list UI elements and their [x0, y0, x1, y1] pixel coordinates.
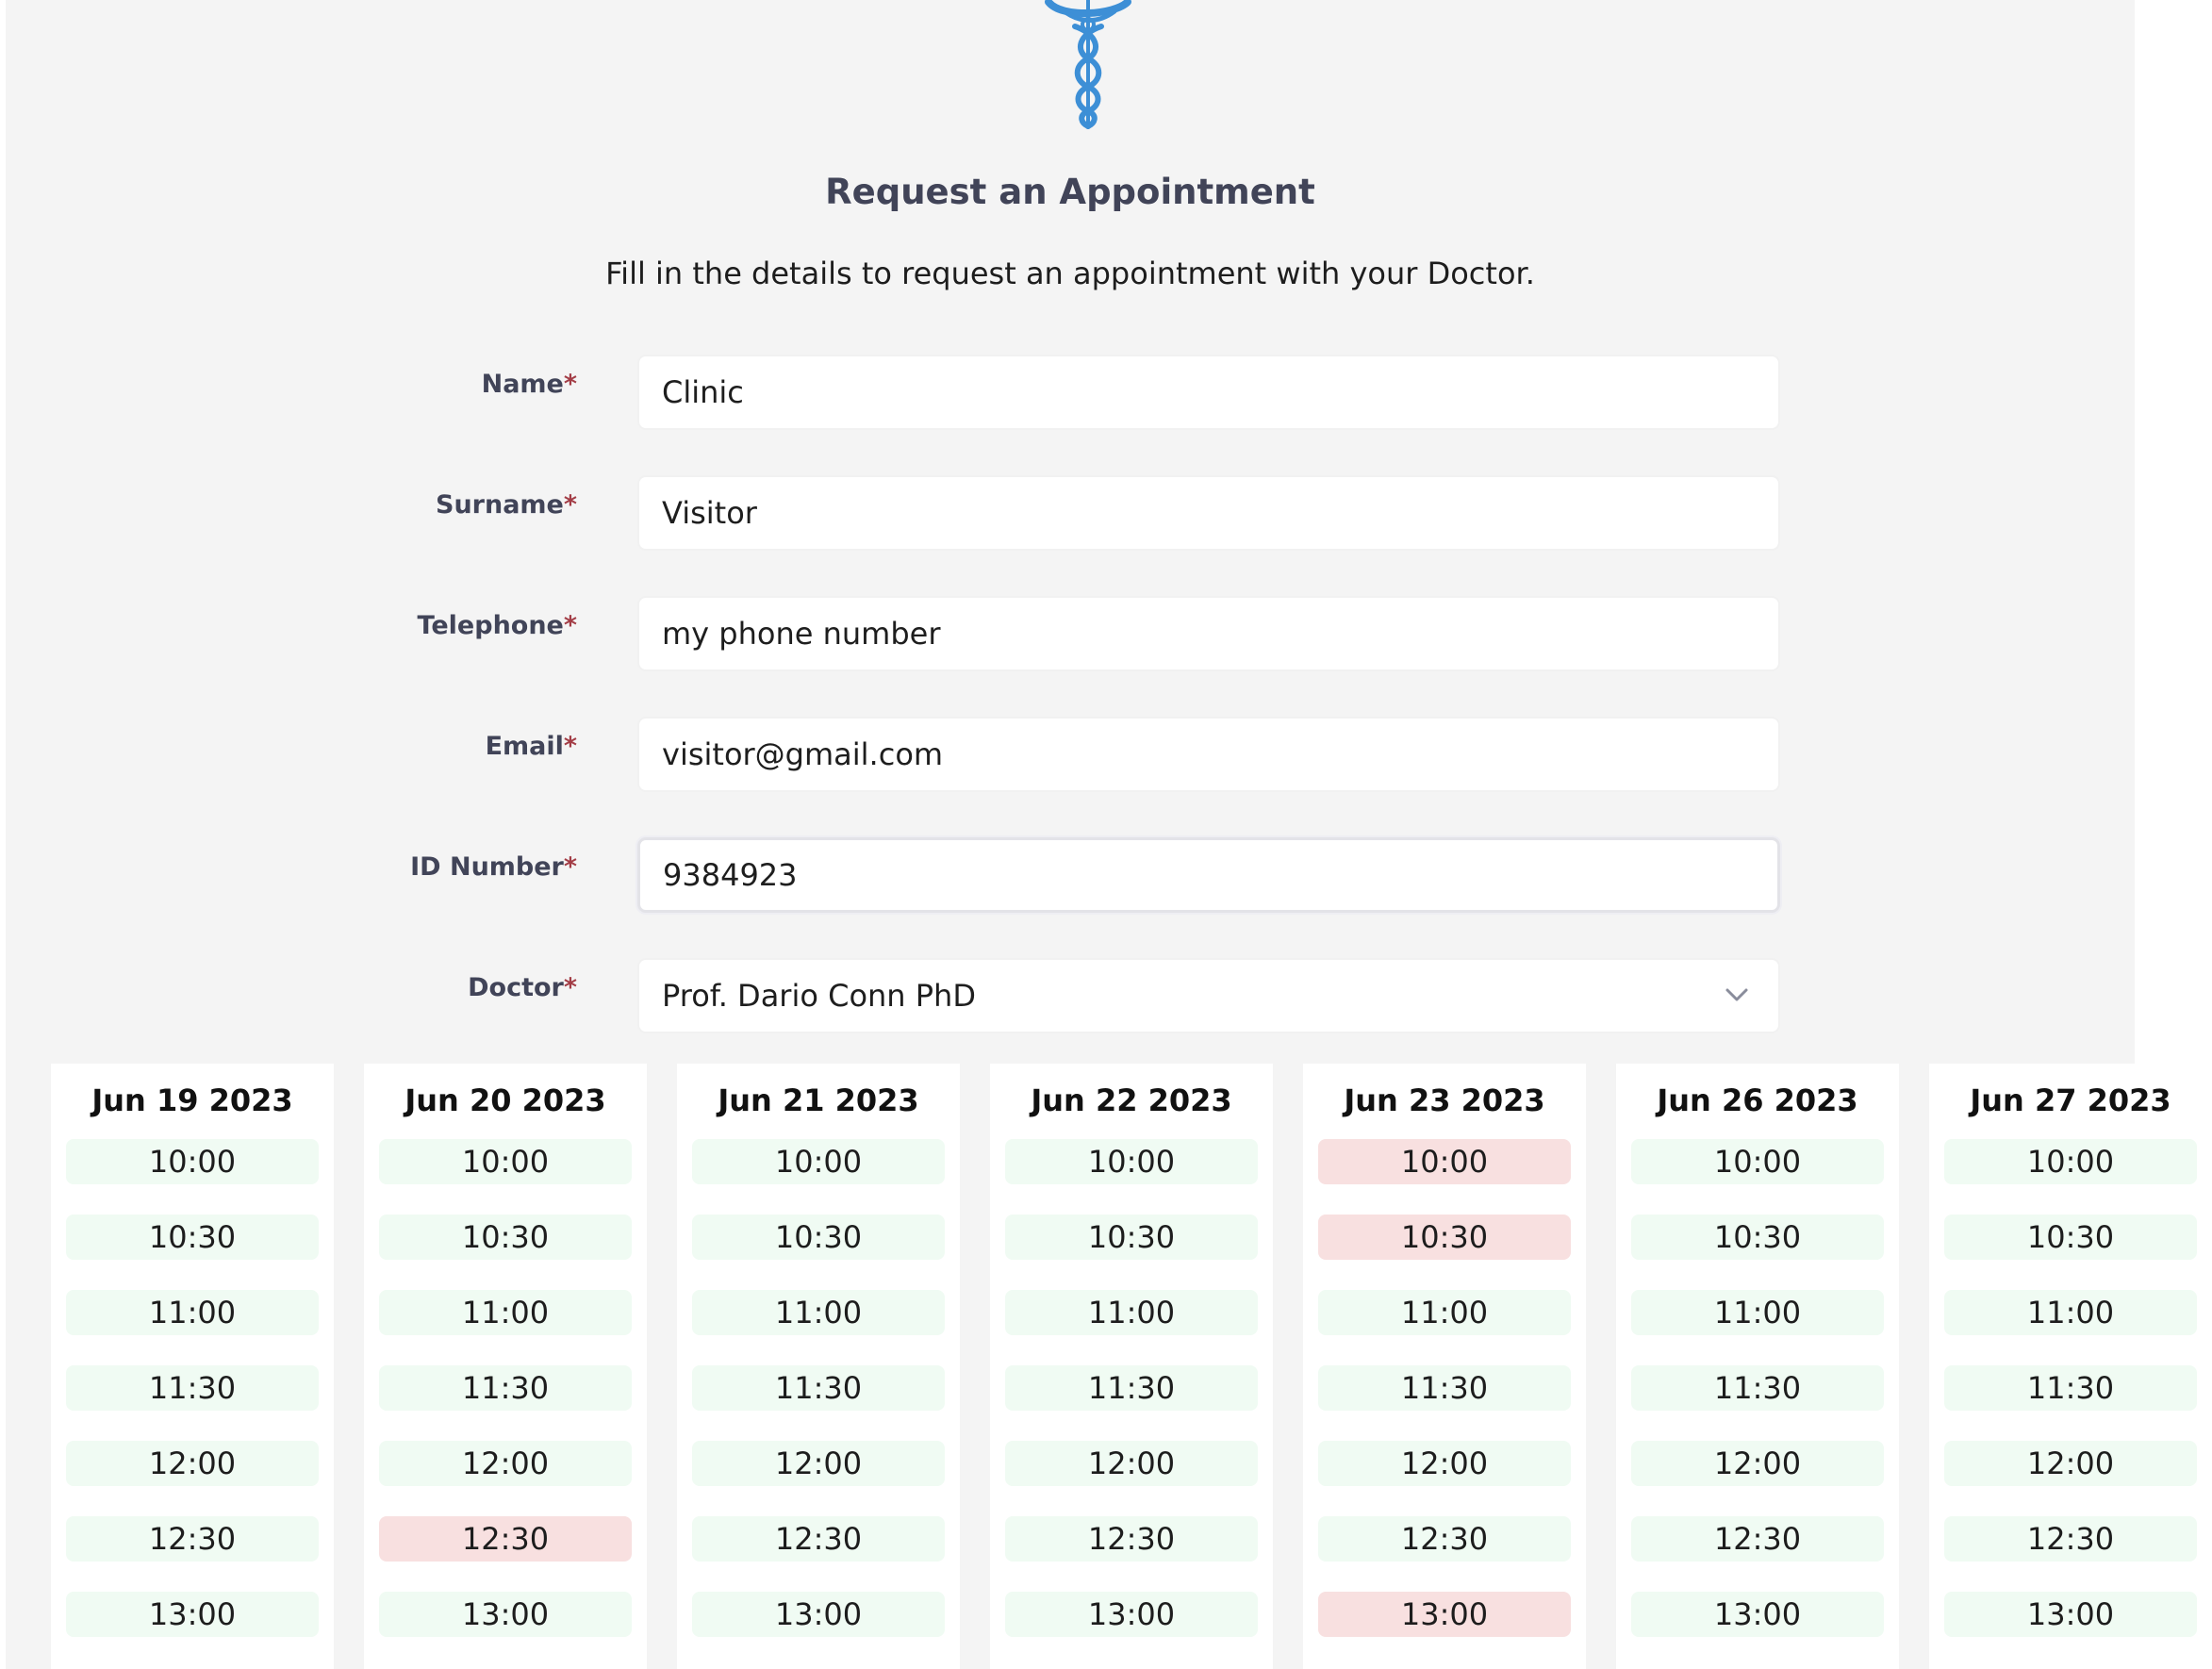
required-mark: * — [563, 973, 577, 1002]
doctor-row — [6, 958, 2135, 1033]
surname-row — [6, 475, 2135, 551]
chevron-down-icon — [1725, 988, 1748, 1001]
time-slot-available[interactable]: 13:00 — [1005, 1592, 1258, 1637]
email-input[interactable] — [637, 717, 1780, 792]
page-title: Request an Appointment — [825, 172, 1315, 212]
time-slot-available[interactable]: 11:30 — [1631, 1365, 1884, 1411]
time-slot-available[interactable]: 10:00 — [66, 1139, 319, 1184]
appointment-page — [6, 0, 2171, 1669]
time-slot-available[interactable]: 10:00 — [1944, 1139, 2197, 1184]
time-slot-available[interactable]: 12:30 — [692, 1516, 945, 1562]
page-subtitle: Fill in the details to request an appointment with your Doctor. — [605, 256, 1535, 291]
time-slot-available[interactable]: 13:00 — [1944, 1592, 2197, 1637]
email-row — [6, 717, 2135, 792]
surname-label: Surname* — [436, 490, 577, 520]
calendar-day-title: Jun 22 2023 — [1031, 1082, 1232, 1118]
time-slot-available[interactable]: 10:30 — [1631, 1215, 1884, 1260]
calendar-day-title: Jun 20 2023 — [404, 1082, 606, 1118]
time-slot-available[interactable]: 11:30 — [1005, 1365, 1258, 1411]
required-mark: * — [563, 611, 577, 640]
time-slot-available[interactable]: 11:30 — [1944, 1365, 2197, 1411]
required-mark: * — [563, 490, 577, 520]
calendar-day-column — [990, 1064, 1273, 1669]
time-slot-available[interactable]: 10:00 — [1005, 1139, 1258, 1184]
doctor-label: Doctor* — [468, 973, 577, 1002]
calendar-day-column — [51, 1064, 334, 1669]
time-slot-available[interactable]: 13:00 — [66, 1592, 319, 1637]
telephone-label: Telephone* — [417, 611, 577, 640]
required-mark: * — [563, 852, 577, 882]
time-slot-available[interactable]: 11:00 — [1944, 1290, 2197, 1335]
email-label: Email* — [485, 732, 577, 761]
telephone-row — [6, 596, 2135, 671]
time-slot-available[interactable]: 10:30 — [1005, 1215, 1258, 1260]
time-slot-available[interactable]: 11:00 — [1005, 1290, 1258, 1335]
time-slot-available[interactable]: 13:00 — [692, 1592, 945, 1637]
time-slot-available[interactable]: 10:00 — [1631, 1139, 1884, 1184]
time-slot-available[interactable]: 11:00 — [1631, 1290, 1884, 1335]
time-slot-available[interactable]: 12:00 — [1944, 1441, 2197, 1486]
time-slot-available[interactable]: 12:00 — [379, 1441, 632, 1486]
calendar-day-title: Jun 26 2023 — [1657, 1082, 1858, 1118]
time-slot-available[interactable]: 13:00 — [1631, 1592, 1884, 1637]
time-slot-available[interactable]: 12:30 — [1318, 1516, 1571, 1562]
calendar-day-column — [1929, 1064, 2212, 1669]
time-slot-available[interactable]: 12:00 — [1631, 1441, 1884, 1486]
time-slot-available[interactable]: 11:30 — [379, 1365, 632, 1411]
name-input[interactable] — [637, 355, 1780, 430]
time-slot-available[interactable]: 10:00 — [379, 1139, 632, 1184]
required-mark: * — [563, 732, 577, 761]
caduceus-icon — [1043, 0, 1133, 132]
time-slot-available[interactable]: 10:00 — [692, 1139, 945, 1184]
time-slot-booked[interactable]: 13:00 — [1318, 1592, 1571, 1637]
calendar-day-column — [677, 1064, 960, 1669]
time-slot-available[interactable]: 12:00 — [66, 1441, 319, 1486]
id-number-label: ID Number* — [410, 852, 577, 882]
time-slot-available[interactable]: 10:30 — [379, 1215, 632, 1260]
doctor-selected-value: Prof. Dario Conn PhD — [662, 978, 976, 1014]
time-slot-booked[interactable]: 12:30 — [379, 1516, 632, 1562]
calendar-day-title: Jun 19 2023 — [91, 1082, 293, 1118]
calendar-day-column — [1616, 1064, 1899, 1669]
id-number-input[interactable] — [637, 837, 1780, 913]
time-slot-available[interactable]: 11:00 — [66, 1290, 319, 1335]
doctor-select[interactable] — [637, 958, 1780, 1033]
time-slot-available[interactable]: 10:30 — [66, 1215, 319, 1260]
time-slot-available[interactable]: 12:00 — [1318, 1441, 1571, 1486]
time-slot-available[interactable]: 12:30 — [1005, 1516, 1258, 1562]
time-slot-available[interactable]: 11:30 — [66, 1365, 319, 1411]
time-slot-available[interactable]: 11:00 — [1318, 1290, 1571, 1335]
calendar-day-title: Jun 27 2023 — [1970, 1082, 2171, 1118]
time-slot-available[interactable]: 10:30 — [1944, 1215, 2197, 1260]
time-slot-available[interactable]: 12:00 — [692, 1441, 945, 1486]
time-slot-available[interactable]: 11:00 — [379, 1290, 632, 1335]
id-number-row — [6, 837, 2135, 913]
calendar-day-title: Jun 21 2023 — [718, 1082, 919, 1118]
time-slot-available[interactable]: 12:00 — [1005, 1441, 1258, 1486]
time-slot-available[interactable]: 10:30 — [692, 1215, 945, 1260]
time-slot-booked[interactable]: 10:00 — [1318, 1139, 1571, 1184]
surname-input[interactable] — [637, 475, 1780, 551]
time-slot-available[interactable]: 12:30 — [66, 1516, 319, 1562]
time-slot-available[interactable]: 13:00 — [379, 1592, 632, 1637]
name-label: Name* — [481, 370, 577, 399]
time-slot-available[interactable]: 12:30 — [1944, 1516, 2197, 1562]
time-slot-available[interactable]: 11:30 — [692, 1365, 945, 1411]
appointment-calendar — [51, 1064, 2171, 1669]
telephone-input[interactable] — [637, 596, 1780, 671]
time-slot-available[interactable]: 11:30 — [1318, 1365, 1571, 1411]
required-mark: * — [563, 370, 577, 399]
time-slot-booked[interactable]: 10:30 — [1318, 1215, 1571, 1260]
calendar-day-column — [1303, 1064, 1586, 1669]
name-row — [6, 355, 2135, 430]
time-slot-available[interactable]: 11:00 — [692, 1290, 945, 1335]
time-slot-available[interactable]: 12:30 — [1631, 1516, 1884, 1562]
calendar-day-column — [364, 1064, 647, 1669]
calendar-day-title: Jun 23 2023 — [1344, 1082, 1545, 1118]
